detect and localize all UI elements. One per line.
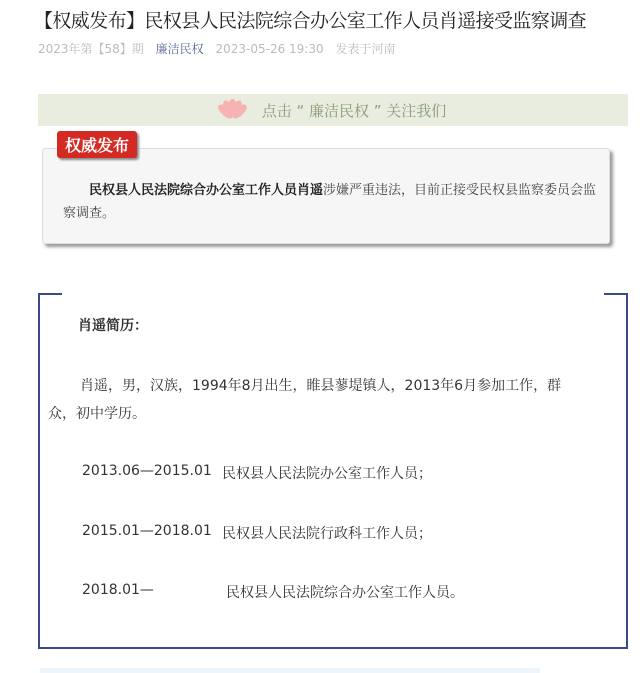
account-link[interactable]: 廉洁民权 <box>155 42 204 56</box>
resume-entry-period: 2013.06—2015.01 <box>82 463 212 479</box>
follow-banner[interactable] <box>38 94 628 126</box>
article-title: 【权威发布】民权县人民法院综合办公室工作人员肖遥接受监察调查 <box>34 10 587 32</box>
resume-bio-line: 肖遥，男，汉族，1994年8月出生，睢县蓼堤镇人，2013年6月参加工作，群 <box>80 378 562 394</box>
publish-time: 2023-05-26 19:30 <box>215 42 324 56</box>
resume-entry-period: 2018.01— <box>82 582 154 598</box>
resume-entry-role: 民权县人民法院办公室工作人员； <box>222 466 432 482</box>
resume-entry-role: 民权县人民法院行政科工作人员； <box>222 526 432 542</box>
resume-box <box>38 293 628 649</box>
corner-decoration <box>40 293 62 295</box>
follow-text: 点击 “ 廉洁民权 ” 关注我们 <box>261 101 447 120</box>
notice-rest: 涉嫌严重违法，目前正接受民权县监察委员会监察调查。 <box>63 183 597 221</box>
resume-entry-period: 2015.01—2018.01 <box>82 523 212 539</box>
notice-text <box>63 179 603 225</box>
notice-card <box>42 148 610 244</box>
notice-bold: 民权县人民法院综合办公室工作人员肖遥 <box>89 183 324 198</box>
notice-tag: 权威发布 <box>57 131 137 158</box>
publish-location: 发表于河南 <box>335 42 396 56</box>
lotus-icon <box>220 97 246 123</box>
resume-entry-role: 民权县人民法院综合办公室工作人员。 <box>226 585 464 601</box>
corner-decoration <box>604 293 626 295</box>
next-section-edge <box>40 668 540 673</box>
resume-heading: 肖遥简历： <box>78 318 148 334</box>
issue-label: 2023年第【58】期 <box>38 42 144 56</box>
resume-bio-line: 众，初中学历。 <box>48 406 146 422</box>
article-meta <box>38 40 403 57</box>
